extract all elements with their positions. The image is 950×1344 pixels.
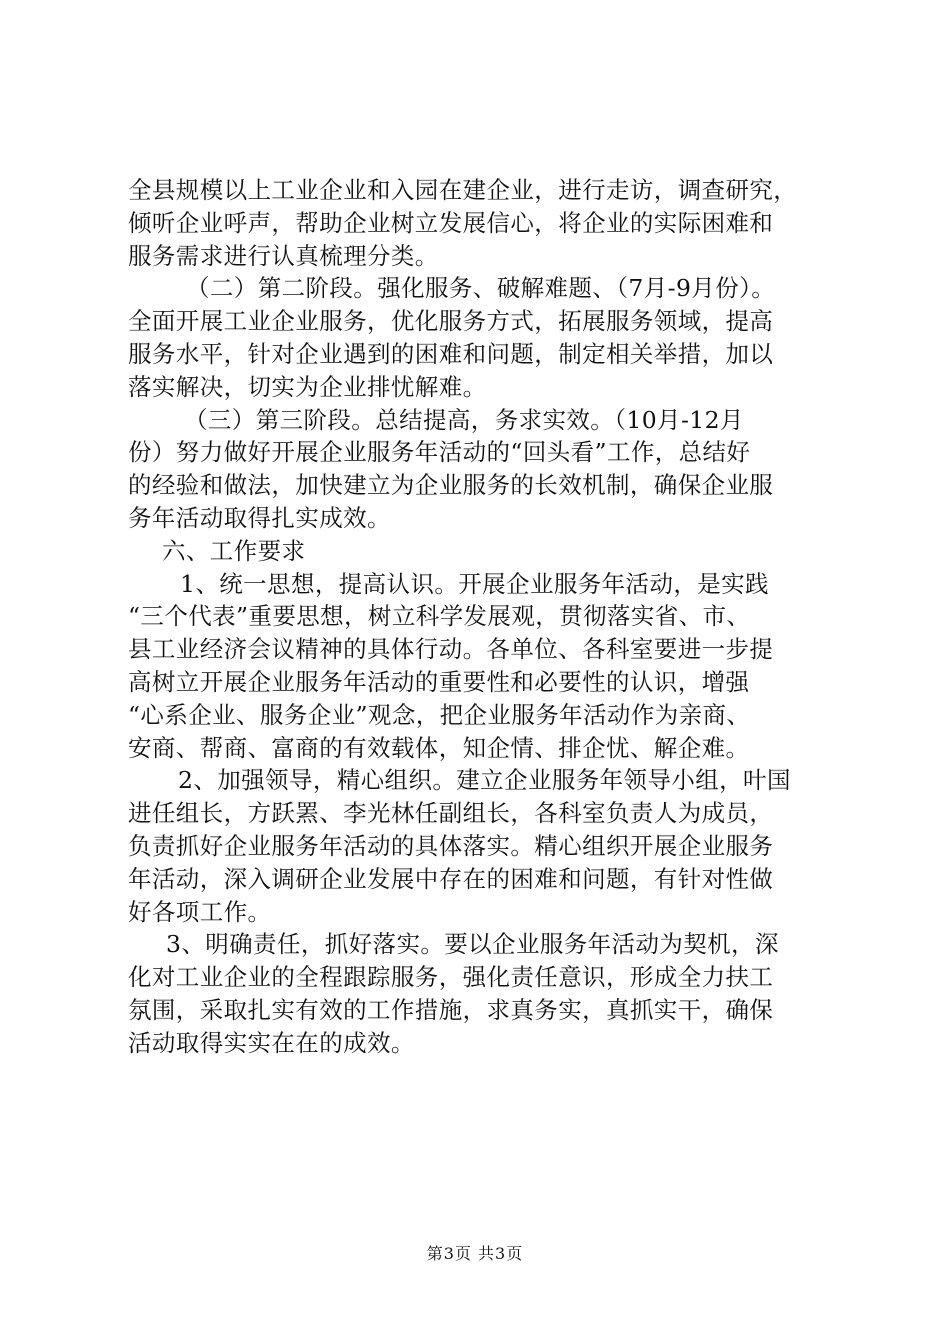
text-line: 倾听企业呼声，帮助企业树立发展信心，将企业的实际困难和: [128, 208, 774, 237]
text-line: 份）努力做好开展企业服务年活动的“回头看”工作，总结好: [128, 438, 751, 467]
text-line: 服务水平，针对企业遇到的困难和问题，制定相关举措，加以: [128, 339, 774, 368]
page-footer: 第3页 共3页: [426, 1244, 524, 1263]
text-line: 安商、帮商、富商的有效载体，知企情、排企忧、解企难。: [128, 733, 750, 762]
text-line: 全面开展工业企业服务，优化服务方式，拓展服务领域，提高: [128, 307, 774, 336]
text-line: 务年活动取得扎实成效。: [128, 503, 391, 532]
text-line: 活动取得实实在在的成效。: [128, 1028, 415, 1057]
section-heading: 六、工作要求: [162, 536, 306, 565]
text-line: 好各项工作。: [128, 897, 272, 926]
text-line: 年活动，深入调研企业发展中存在的困难和问题，有针对性做: [128, 864, 774, 893]
text-line: 氛围，采取扎实有效的工作措施，求真务实，真抓实干，确保: [128, 995, 774, 1024]
text-line: “三个代表”重要思想，树立科学发展观，贯彻落实省、市、: [128, 602, 751, 631]
text-line: （二）第二阶段。强化服务、破解难题、（7月-9月份）。: [186, 274, 776, 303]
text-line: 的经验和做法，加快建立为企业服务的长效机制，确保企业服: [128, 471, 774, 500]
text-line: 县工业经济会议精神的具体行动。各单位、各科室要进一步提: [128, 635, 774, 664]
text-line: 服务需求进行认真梳理分类。: [128, 241, 439, 270]
text-line: 全县规模以上工业企业和入园在建企业，进行走访，调查研究，: [128, 176, 798, 204]
text-line: “心系企业、服务企业”观念，把企业服务年活动作为亲商、: [128, 700, 751, 729]
document-body: [128, 174, 828, 1060]
text-line: 负责抓好企业服务年活动的具体落实。精心组织开展企业服务: [128, 831, 774, 860]
text-line: 3、明确责任，抓好落实。要以企业服务年活动为契机，深: [166, 930, 779, 959]
text-line: 1、统一思想，提高认识。开展企业服务年活动，是实践: [180, 569, 769, 598]
text-line: 2、加强领导，精心组织。建立企业服务年领导小组，叶国: [178, 766, 791, 795]
text-line: 高树立开展企业服务年活动的重要性和必要性的认识，增强: [128, 667, 750, 696]
text-line: 进任组长，方跃罴、李光林任副组长，各科室负责人为成员，: [128, 799, 774, 828]
text-line: 落实解决，切实为企业排忧解难。: [128, 372, 487, 401]
text-line: （三）第三阶段。总结提高，务求实效。（10月-12月: [184, 405, 744, 434]
text-line: 化对工业企业的全程跟踪服务，强化责任意识，形成全力扶工: [128, 963, 774, 992]
